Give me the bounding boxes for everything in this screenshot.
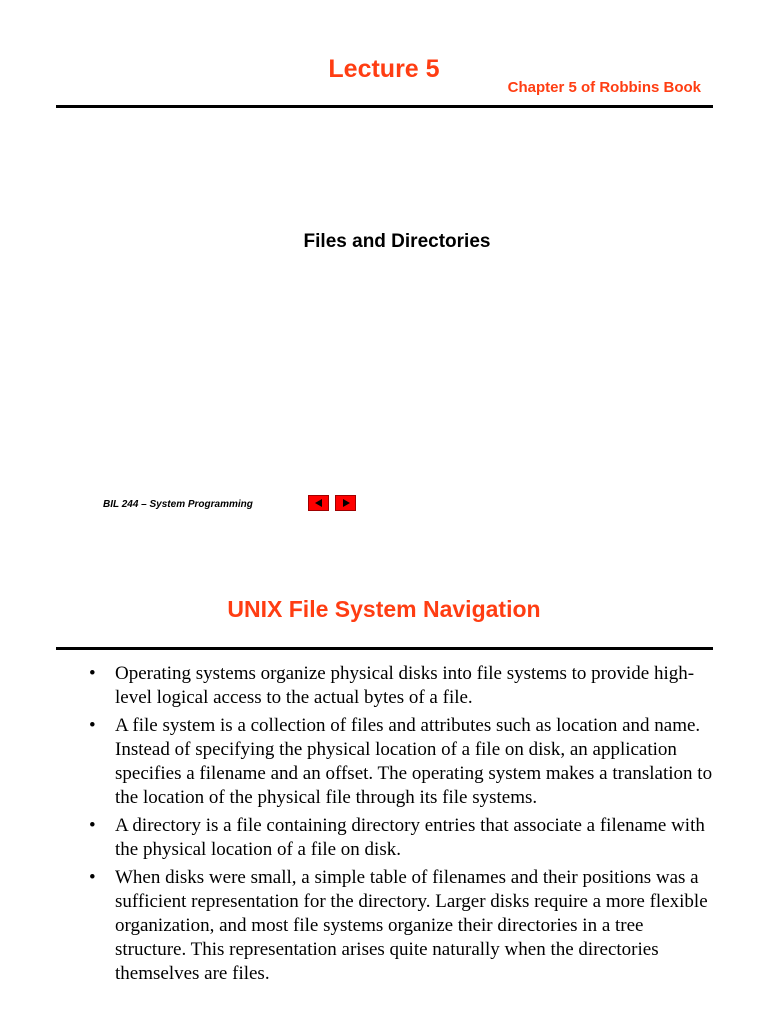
list-item [89,814,719,862]
list-item [89,714,719,810]
slide-title: UNIX File System Navigation [227,596,541,622]
header-divider [56,105,713,108]
bullet-text: When disks were small, a simple table of filenames and their positions was a sufficient representation for the directory. Larger disks require a more flexible organization, and most file systems organize their directories in a tree structure. This representation arises quite naturally when the directories themselves are files. [115,867,708,984]
bullet-text: Operating systems organize physical disks into file systems to provide high-level logical access to the actual bytes of a file. [115,663,695,708]
slide-subtitle: Files and Directories [303,231,491,252]
bullet-text: A file system is a collection of files and attributes such as location and name. Instead of specifying the physical location of a file on disk, an application specifies a filename and an offset. The operating system makes a translation to the location of the physical file through its file systems. [115,715,713,808]
chapter-reference: Chapter 5 of Robbins Book [507,79,701,96]
bullet-icon: • [89,663,96,684]
bullet-text: A directory is a file containing directory entries that associate a filename with the physical location of a file on disk. [115,815,705,860]
bullet-icon: • [89,715,96,736]
bullet-icon: • [89,867,96,888]
list-item [89,662,719,710]
list-item [89,866,719,986]
previous-slide-button[interactable] [308,495,329,511]
bullet-list [89,662,719,990]
course-footer: BIL 244 – System Programming [103,499,253,510]
next-slide-button[interactable] [335,495,356,511]
title-divider [56,647,713,650]
triangle-left-icon [315,499,322,507]
triangle-right-icon [343,499,350,507]
bullet-icon: • [89,815,96,836]
lecture-title: Lecture 5 [328,55,440,83]
